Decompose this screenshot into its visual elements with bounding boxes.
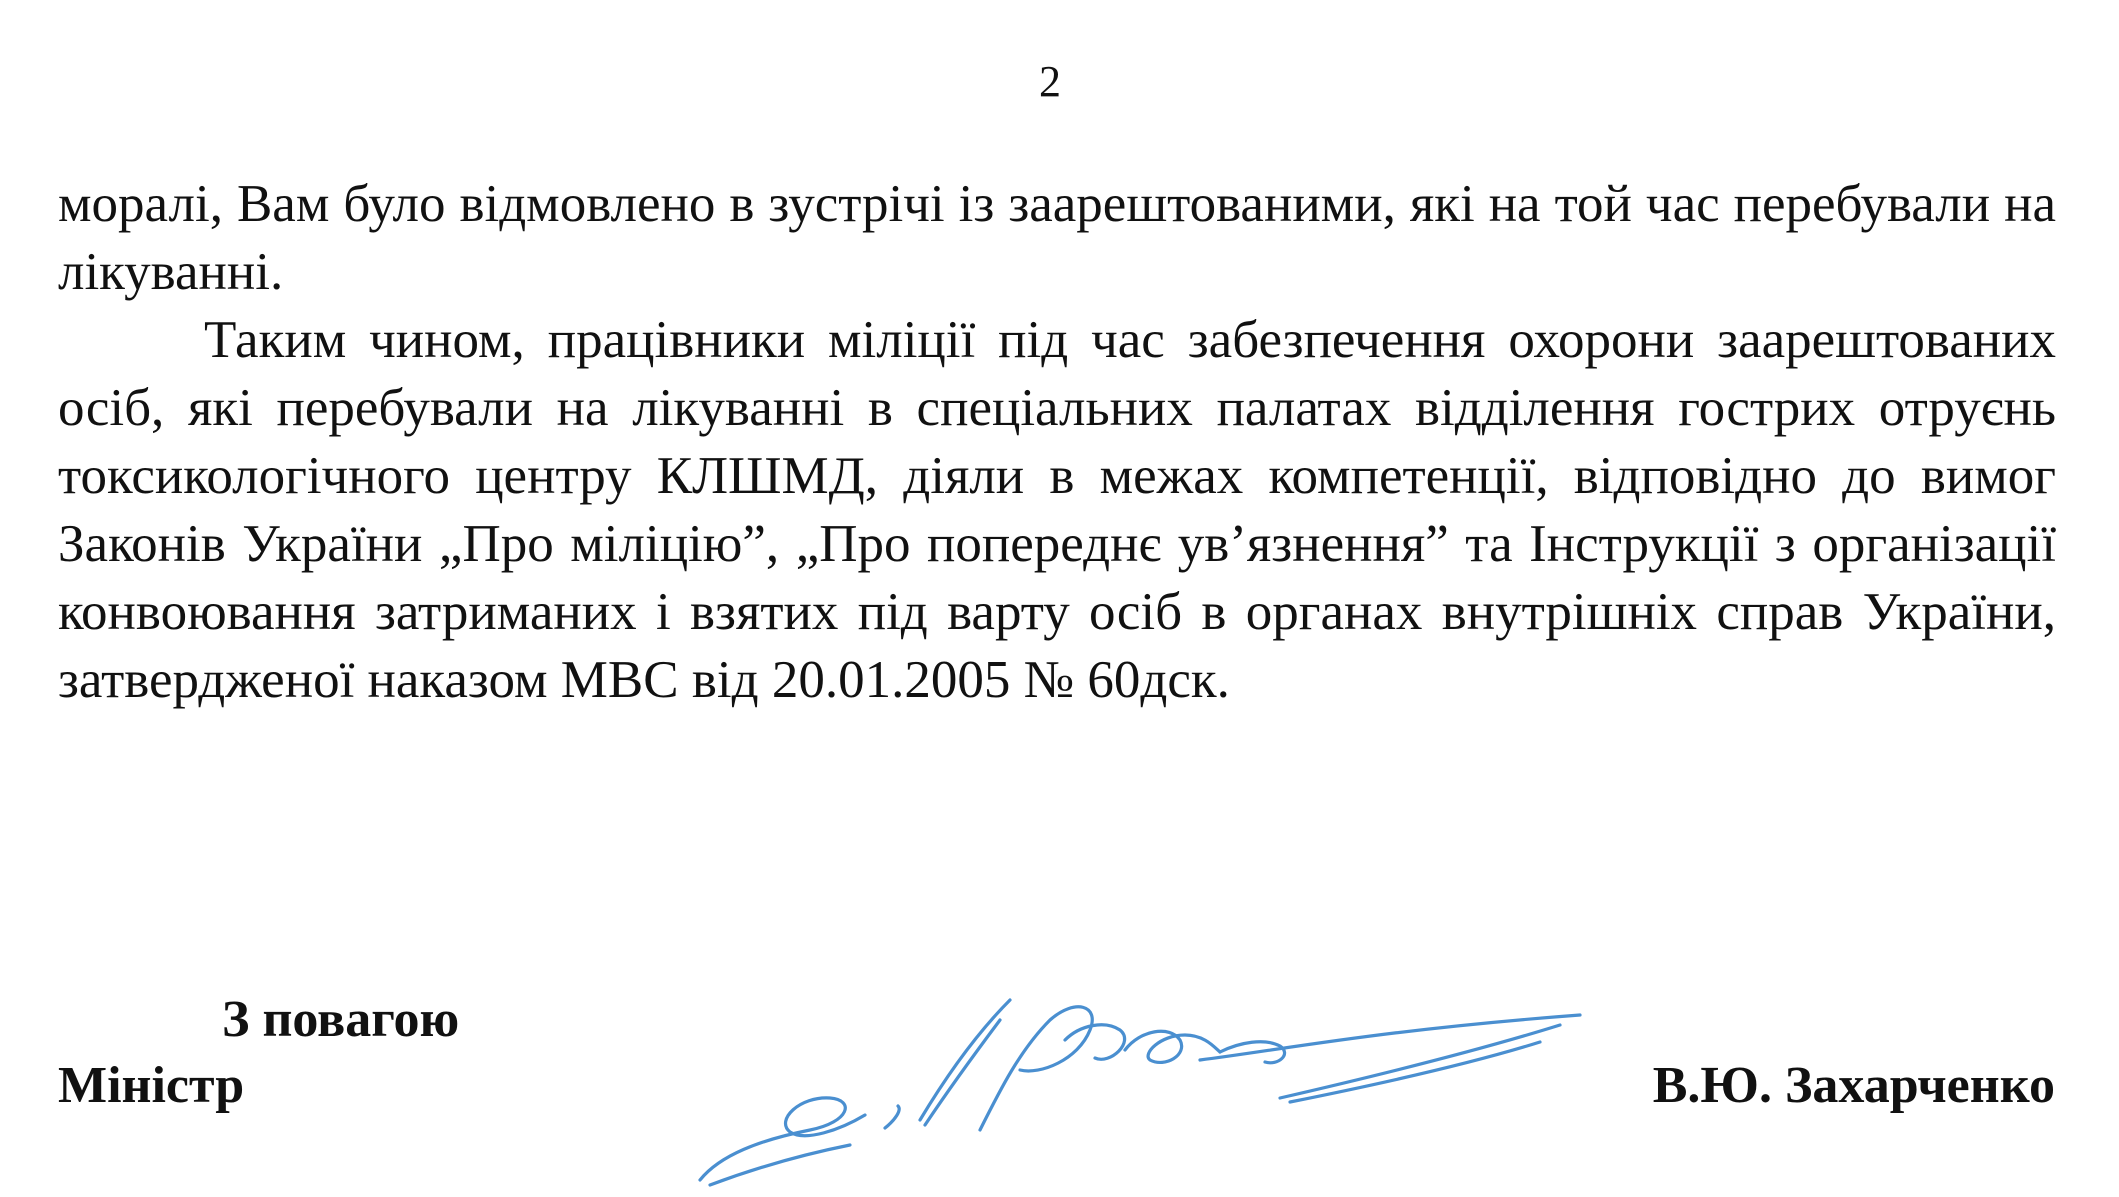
closing-regards: З повагою <box>222 991 460 1048</box>
handwritten-signature <box>680 980 1600 1195</box>
signatory-name: В.Ю. Захарченко <box>1652 1057 2055 1114</box>
page-number: 2 <box>1039 57 1061 106</box>
signatory-position: Міністр <box>58 1057 245 1114</box>
letter-body <box>58 170 2056 714</box>
paragraph-conclusion: Таким чином, працівники міліції під час забезпечення охорони заарештованих осіб, які перебували на лікуванні в спеціальних палатах відділення гострих отруєнь токсикологічного центру КЛШМД, діяли в межах компетенції, відповідно до вимог Законів України „Про міліцію”, „Про попереднє ув’язнення” та Інструкції з організації конвоювання затриманих і взятих під варту осіб в органах внутрішніх справ України, затвердженої наказом МВС від 20.01.2005 № 60дск. <box>58 311 2056 709</box>
paragraph-continuation: моралі, Вам було відмовлено в зустрічі із заарештованими, які на той час перебували на лікуванні. <box>58 175 2056 301</box>
